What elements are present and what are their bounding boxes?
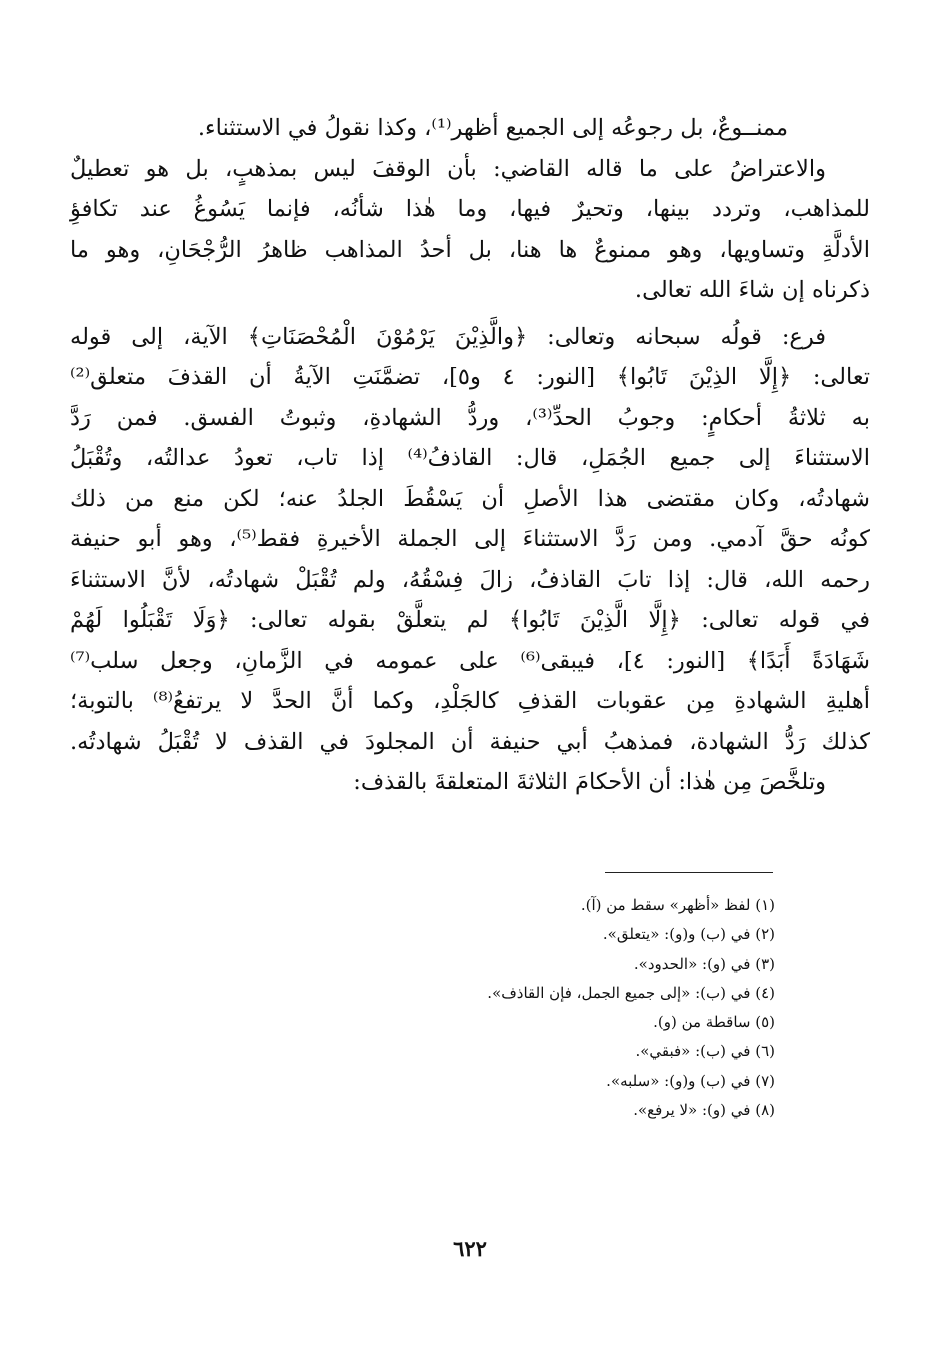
- text-line-16: كذلك رَدُّ الشهادة، فمذهبُ أبي حنيفة أن المجلودَ في القذف لا تُقْبَلُ شهادتُه.: [70, 728, 870, 755]
- footnote-divider: [605, 872, 773, 873]
- text-line-1: ممنــوعٌ، بل رجوعُه إلى الجميع أظهر⁽¹⁾، وكذا نقولُ في الاستثناء.: [197, 115, 788, 141]
- main-text: [70, 108, 870, 803]
- footnotes: [487, 891, 775, 1125]
- text-line-12: رحمه الله، قال: إذا تابَ القاذفُ، زالَ فِسْقُهُ، ولم تُقْبَلْ شهادتُه، لأنَّ الاستثناءَ: [70, 566, 870, 593]
- text-line-8: به ثلاثةُ أحكامٍ: وجوبُ الحدِّ⁽³⁾، وردُّ الشهادةِ، وثبوتُ الفسق. فمن رَدَّ: [70, 404, 870, 431]
- footnote-2: (٢) في (ب) و(و): «يتعلق».: [602, 925, 775, 944]
- text-line-14: شَهَادَةً أَبَدًا﴾ [النور: ٤]، فيبقى⁽⁶⁾ على عمومه في الزَّمانِ، وجعل سلب⁽⁷⁾: [70, 647, 870, 674]
- text-line-5: ذكرناه إن شاءَ الله تعالى.: [634, 277, 870, 303]
- text-line-15: أهليةِ الشهادةِ مِن عقوبات القذفِ كالجَلْدِ، وكما أنَّ الحدَّ لا يرتفعُ⁽⁸⁾ بالتوبة؛: [70, 688, 870, 714]
- text-line-2: والاعتراضُ على ما قاله القاضي: بأن الوقفَ ليس بمذهبٍ، بل هو تعطيلٌ: [70, 155, 826, 182]
- text-line-11: كونُه حقَّ آدمي. ومن رَدَّ الاستثناءَ إلى الجملة الأخيرةِ فقط⁽⁵⁾، وهو أبو حنيفة: [70, 526, 870, 552]
- text-line-13: في قوله تعالى: ﴿إِلَّا الَّذِيْنَ تَابُوا﴾ لم يتعلَّقْ بقوله تعالى: ﴿وَلَا تَقْبَلُوا لَهُمْ: [70, 607, 870, 633]
- footnote-6: (٦) في (ب): «فبقي».: [635, 1042, 775, 1061]
- footnote-5: (٥) ساقطة من (و).: [653, 1013, 775, 1032]
- page-number: ٦٢٢: [453, 1236, 487, 1261]
- footnote-1: (١) لفظ «أظهر» سقط من (آ).: [580, 896, 775, 914]
- footnote-7: (٧) في (ب) و(و): «سلبه».: [606, 1071, 775, 1090]
- text-line-4: الأدلَّةِ وتساويها، وهو ممنوعٌ ها هنا، بل أحدُ المذاهب ظاهرُ الرُّجْحَانِ، وهو ما: [70, 236, 870, 263]
- text-line-7: تعالى: ﴿إِلَّا الذِيْنَ تَابُوا﴾ [النور: ٤ و٥]، تضمَّنَتِ الآيةُ أن القذفَ متعلق⁽²⁾: [70, 364, 870, 390]
- text-line-6: فرع: قولُه سبحانه وتعالى: ﴿والَّذِيْنَ يَرْمُوْنَ الْمُحْصَنَاتِ﴾ الآية، إلى قوله: [70, 323, 826, 350]
- footnote-3: (٣) في (و): «الحدود».: [633, 954, 775, 973]
- footnote-8: (٨) في (و): «لا يرفع».: [633, 1101, 775, 1120]
- text-line-10: شهادتُه، وكان مقتضى هذا الأصلِ أن يَسْقُطَ الجلدُ عنه؛ لكن منع من ذلك: [70, 485, 870, 512]
- footnote-4: (٤) في (ب): «إلى جميع الجمل، فإن القاذف».: [487, 983, 775, 1002]
- text-line-9: الاستثناءَ إلى جميع الجُمَلِ، قال: القاذفُ⁽⁴⁾ إذا تاب، تعودُ عدالتُه، وتُقْبَلُ: [70, 445, 870, 471]
- text-line-17: وتلخَّصَ مِن هٰذا: أن الأحكامَ الثلاثةَ المتعلقةَ بالقذف:: [353, 769, 826, 795]
- text-line-3: للمذاهب، وتردد بينها، وتحيرٌ فيها، وما هٰذا شأنُه، فإنما يَسُوغُ عند تكافؤِ: [70, 196, 870, 222]
